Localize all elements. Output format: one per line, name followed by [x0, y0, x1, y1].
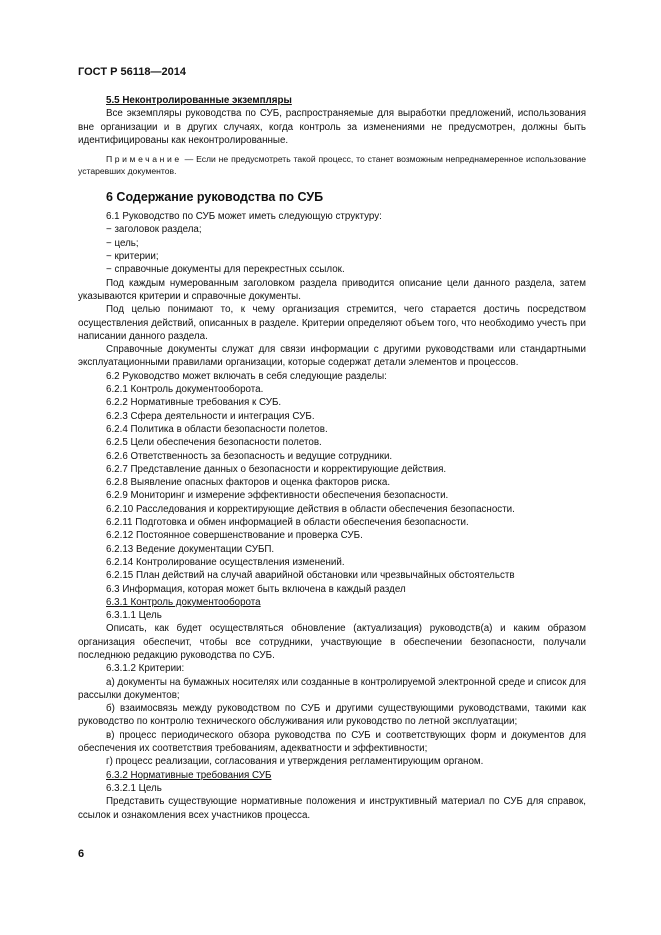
- document-code-header: ГОСТ Р 56118—2014: [78, 66, 186, 78]
- note-text: — Если не предусмотреть такой процесс, то станет возможным непреднамеренное использование устаревших документов.: [78, 154, 586, 177]
- sections-list: [78, 383, 586, 582]
- criteria-item: в) процесс периодического обзора руководства по СУБ и соответствующих форм и документов для обеспечения их соответствия требованиям, адекватности и эффективности;: [78, 729, 586, 755]
- sections-list-item: 6.2.8 Выявление опасных факторов и оценка факторов риска.: [106, 477, 391, 489]
- clause-6-3-2-1-text: Представить существующие нормативные положения и инструктивный материал по СУБ для справок, ссылок и ознакомления всех участников процесса.: [78, 796, 586, 821]
- structure-item: − заголовок раздела;: [106, 224, 202, 236]
- subsection-5-5-title: 5.5 Неконтролированные экземпляры: [106, 95, 292, 106]
- structure-item: − критерии;: [106, 251, 159, 263]
- sections-list-item: 6.2.13 Ведение документации СУБП.: [106, 543, 275, 555]
- sections-list-item: 6.2.11 Подготовка и обмен информацией в области обеспечения безопасности.: [106, 517, 469, 529]
- criteria-item: б) взаимосвязь между руководством по СУБ и другими существующими руководствами, такими как руководство по контролю технического обслуживания или руководство по летной эксплуатации;: [78, 703, 586, 728]
- sections-list-item: 6.2.15 План действий на случай аварийной обстановки или чрезвычайных обстоятельств: [106, 570, 515, 582]
- criteria-list: [78, 676, 586, 769]
- clause-6-2: 6.2 Руководство может включать в себя следующие разделы:: [106, 370, 387, 382]
- sections-list-item: 6.2.1 Контроль документооборота.: [106, 384, 264, 396]
- criteria-item: а) документы на бумажных носителях или созданные в контролируемой электронной среде и список для рассылки документов;: [78, 676, 587, 701]
- sections-list-item: 6.2.10 Расследования и корректирующие действия в области обеспечения безопасности.: [106, 503, 515, 515]
- sections-list-item: 6.2.4 Политика в области безопасности полетов.: [106, 423, 328, 435]
- sections-list-item: 6.2.5 Цели обеспечения безопасности полетов.: [106, 437, 322, 449]
- paragraph-goal-definition: Под целью понимают то, к чему организация стремится, чего старается достичь посредством осуществления действий, описанных в разделе. Критерии определяют объем того, что необходимо учесть при написании данного раздела.: [78, 304, 586, 342]
- sections-list-item: 6.2.9 Мониторинг и измерение эффективности обеспечения безопасности.: [106, 490, 449, 502]
- clause-6-1: 6.1 Руководство по СУБ может иметь следующую структуру:: [106, 211, 382, 223]
- sections-list-item: 6.2.6 Ответственность за безопасность и ведущие сотрудники.: [106, 450, 393, 462]
- clause-6-3: 6.3 Информация, которая может быть включена в каждый раздел: [106, 583, 406, 595]
- structure-item: − цель;: [106, 237, 139, 249]
- sections-list-item: 6.2.2 Нормативные требования к СУБ.: [106, 397, 282, 409]
- subsection-5-5-text: Все экземпляры руководства по СУБ, распространяемые для выработки предложений, использования вне организации и в других случаях, когда контроль за изменениями не предусмотрен, должны быть идентифицированы как неконтролированные.: [78, 108, 586, 146]
- paragraph-reference-documents: Справочные документы служат для связи информации с другими руководствами или стандартными эксплуатационными правилами организации, которые содержат детали элементов и процессов.: [78, 344, 586, 369]
- paragraph-section-headings: Под каждым нумерованным заголовком раздела приводится описание цели данного раздела, затем указываются критерии и справочные документы.: [78, 277, 586, 302]
- sections-list-item: 6.2.7 Представление данных о безопасности и корректирующие действия.: [106, 463, 447, 475]
- sections-list-item: 6.2.12 Постоянное совершенствование и проверка СУБ.: [106, 530, 363, 542]
- criteria-item: г) процесс реализации, согласования и утверждения регламентирующим органом.: [106, 756, 484, 768]
- page-number: 6: [78, 848, 85, 860]
- structure-item: − справочные документы для перекрестных ссылок.: [106, 264, 345, 276]
- sections-list-item: 6.2.14 Контролирование осуществления изменений.: [106, 556, 345, 568]
- note-paragraph: [78, 153, 586, 177]
- clause-6-3-1-1-text: Описать, как будет осуществляться обновление (актуализация) руководств(а) и каким образом организация обеспечит, чтобы все сотрудники, участвующие в обеспечении безопасности, получали последнюю редакцию руководства по СУБ.: [78, 623, 586, 661]
- subsection-6-3-2-title: 6.3.2 Нормативные требования СУБ: [106, 769, 272, 781]
- page-content: [78, 94, 586, 822]
- subsection-6-3-1-title: 6.3.1 Контроль документооборота: [106, 596, 261, 608]
- sections-list-item: 6.2.3 Сфера деятельности и интеграция СУБ.: [106, 410, 315, 422]
- clause-6-3-1-1: 6.3.1.1 Цель: [106, 610, 162, 622]
- structure-list: [78, 223, 586, 276]
- clause-6-3-2-1: 6.3.2.1 Цель: [106, 782, 162, 794]
- note-label: Примечание: [106, 154, 182, 165]
- clause-6-3-1-2: 6.3.1.2 Критерии:: [106, 663, 185, 675]
- section-6-heading: 6 Содержание руководства по СУБ: [106, 190, 324, 205]
